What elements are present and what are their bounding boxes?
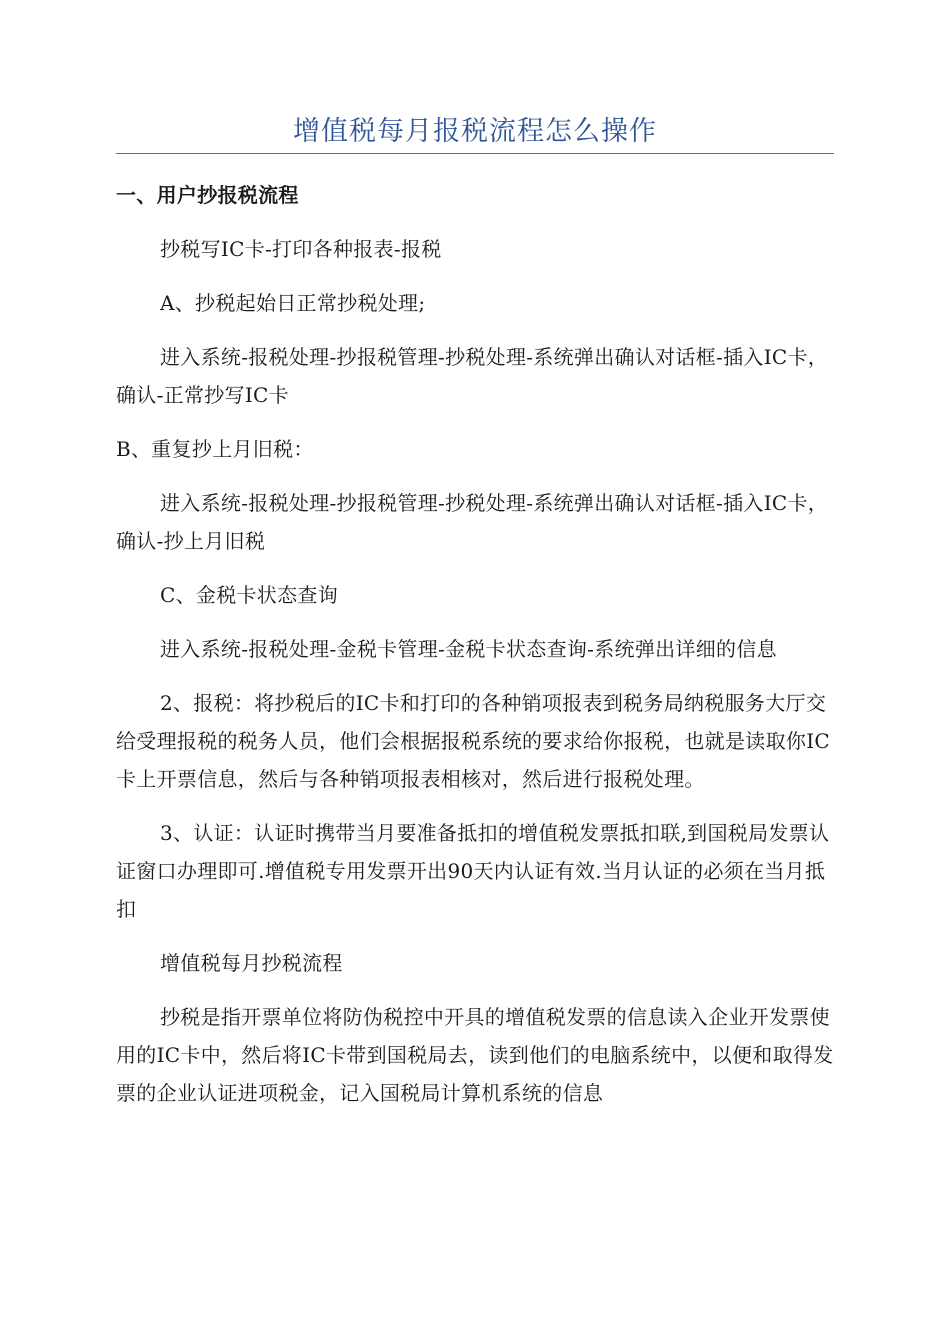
body-paragraph: 3、认证：认证时携带当月要准备抵扣的增值税发票抵扣联,到国税局发票认证窗口办理即可.增值税专用发票开出90天内认证有效.当月认证的必须在当月抵扣 <box>116 821 830 921</box>
title-underline-divider <box>116 153 834 154</box>
document-body <box>116 176 834 1128</box>
body-paragraph: B、重复抄上月旧税： <box>116 437 314 461</box>
body-paragraph: 抄税写IC卡-打印各种报表-报税 <box>160 237 442 261</box>
body-paragraph: 增值税每月抄税流程 <box>160 951 343 975</box>
body-paragraph: 进入系统-报税处理-金税卡管理-金税卡状态查询-系统弹出详细的信息 <box>160 637 777 661</box>
body-paragraph: 进入系统-报税处理-抄报税管理-抄税处理-系统弹出确认对话框-插入IC卡，确认-抄上月旧税 <box>116 491 829 553</box>
body-paragraph: A、抄税起始日正常抄税处理; <box>160 291 426 315</box>
body-paragraph: 2、报税：将抄税后的IC卡和打印的各种销项报表到税务局纳税服务大厅交给受理报税的税务人员，他们会根据报税系统的要求给你报税，也就是读取你IC卡上开票信息，然后与各种销项报表相核对，然后进行报税处理。 <box>116 691 831 791</box>
body-paragraph: C、金税卡状态查询 <box>160 583 339 607</box>
section-heading: 一、用户抄报税流程 <box>116 183 299 207</box>
body-paragraph: 进入系统-报税处理-抄报税管理-抄税处理-系统弹出确认对话框-插入IC卡，确认-正常抄写IC卡 <box>116 345 829 407</box>
body-paragraph: 抄税是指开票单位将防伪税控中开具的增值税发票的信息读入企业开发票使用的IC卡中，然后将IC卡带到国税局去，读到他们的电脑系统中，以便和取得发票的企业认证进项税金，记入国税局计算机系统的信息 <box>116 1005 834 1105</box>
document-title: 增值税每月报税流程怎么操作 <box>293 116 657 147</box>
